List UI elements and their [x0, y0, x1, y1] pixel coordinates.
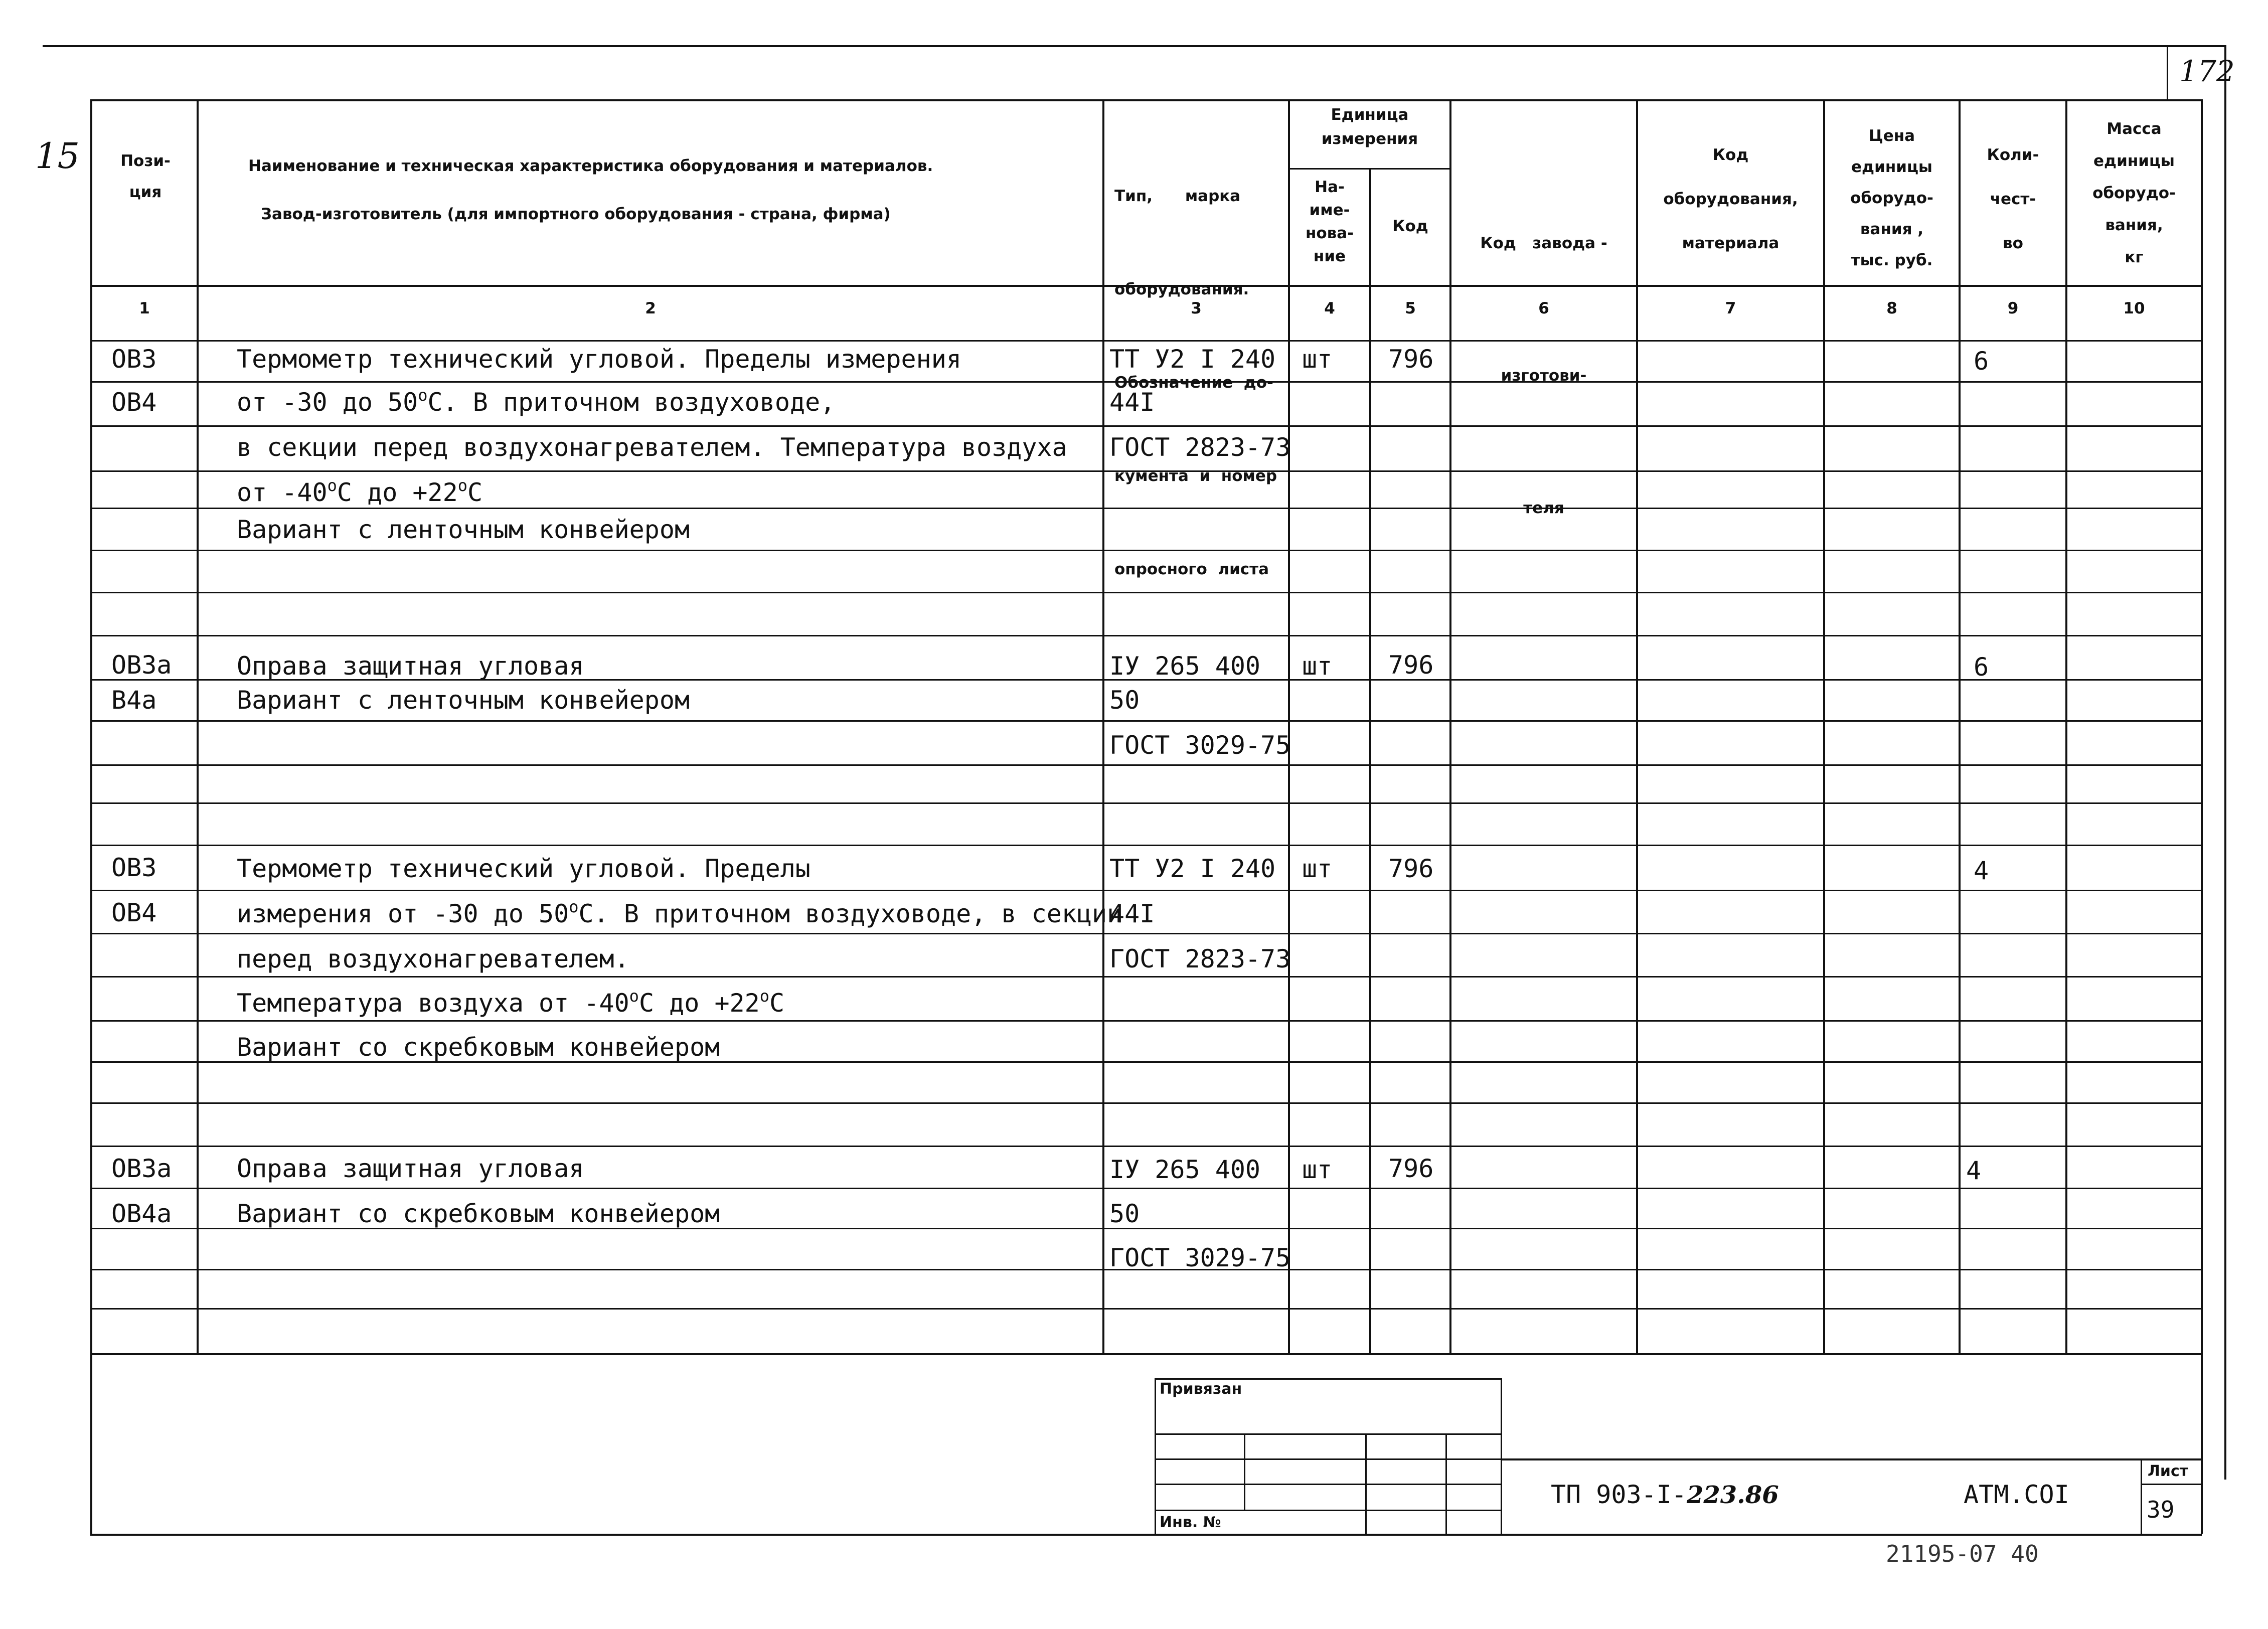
- stamp-top-line: [1155, 1378, 1501, 1380]
- col-number: 9: [2007, 299, 2019, 317]
- cell-name-part: C: [769, 989, 785, 1018]
- header-factory-line: Код завода -: [1480, 234, 1607, 252]
- degree-sign: o: [629, 987, 639, 1006]
- row-separator: [90, 802, 2202, 804]
- cell-type: 50: [1109, 1199, 1140, 1228]
- col-number: 2: [645, 299, 656, 317]
- col-line-3: [1288, 99, 1290, 1353]
- cell-name: перед воздухонагревателем.: [237, 944, 629, 973]
- cell-name: Вариант со скребковым конвейером: [237, 1199, 720, 1228]
- cell-name-part: C: [467, 478, 483, 507]
- cell-code: 796: [1388, 1154, 1434, 1183]
- cell-unit: шт: [1302, 1155, 1333, 1184]
- list-label: Лист: [2148, 1462, 2189, 1480]
- stamp-line: [1155, 1458, 1501, 1460]
- header-price-line: тыс. руб.: [1851, 251, 1933, 269]
- header-quantity: [1961, 133, 2065, 265]
- header-equipment-code: [1638, 133, 1823, 265]
- page-right-edge: [2224, 45, 2226, 1480]
- header-mass-line: Масса: [2107, 120, 2162, 138]
- cell-name: Вариант с ленточным конвейером: [237, 686, 690, 715]
- row-separator: [90, 764, 2202, 766]
- body-bottom-line: [90, 1353, 2202, 1355]
- cell-type: IУ 265 400: [1109, 1155, 1261, 1184]
- cell-type: ТТ У2 I 240: [1109, 345, 1276, 374]
- header-qty-line: Коли-: [1987, 146, 2039, 164]
- table-bottom-border: [90, 1534, 2202, 1536]
- col-line-9: [2065, 99, 2067, 1353]
- cell-quantity: 4: [1966, 1156, 1982, 1185]
- cell-type: ГОСТ 3029-75: [1109, 731, 1291, 760]
- header-type-line: опросного листа: [1114, 560, 1269, 578]
- cell-name: Оправа защитная угловая: [237, 1154, 584, 1183]
- list-box-divider: [2141, 1484, 2201, 1485]
- col-line-4: [1369, 168, 1371, 1353]
- col-line-8: [1959, 99, 1961, 1353]
- cell-type: ГОСТ 3029-75: [1109, 1243, 1291, 1272]
- header-qty-line: чест-: [1990, 190, 2036, 208]
- header-name: [248, 142, 1096, 238]
- degree-sign: o: [327, 476, 337, 495]
- cell-position: OB4: [111, 898, 157, 927]
- row-separator: [90, 976, 2202, 978]
- cell-name: [237, 899, 1122, 929]
- header-price-line: вания ,: [1860, 220, 1924, 238]
- col-line-6: [1636, 99, 1638, 1353]
- header-type-line: кумента и номер: [1114, 467, 1277, 485]
- header-name-line: Наименование и техническая характеристика оборудования и материалов.: [248, 157, 933, 175]
- col-number: 4: [1324, 299, 1335, 317]
- header-equip-line: Код: [1712, 146, 1749, 164]
- cell-position: OB4a: [111, 1199, 172, 1228]
- cell-name: [237, 477, 482, 508]
- header-price-line: Цена: [1868, 127, 1915, 145]
- degree-sign: o: [418, 386, 428, 405]
- header-unit-name-line: ние: [1313, 247, 1346, 265]
- top-rule: [43, 45, 2224, 47]
- header-equip-line: материала: [1682, 234, 1779, 252]
- header-price-line: единицы: [1851, 158, 1932, 176]
- header-name-line: Завод-изготовитель (для импортного оборудования - страна, фирма): [261, 205, 891, 223]
- cell-position: OB3: [111, 853, 157, 882]
- cell-name: в секции перед воздухонагревателем. Температура воздуха: [237, 433, 1067, 462]
- cell-name-part: от -30 до 50: [237, 388, 418, 417]
- margin-mark: 15: [35, 135, 80, 177]
- cell-name: Термометр технический угловой. Пределы: [237, 854, 811, 883]
- header-type-line: Тип, марка: [1114, 187, 1241, 205]
- sheet-number: 172: [2179, 54, 2235, 88]
- stamp-col-line: [1445, 1433, 1447, 1534]
- cell-type: IУ 265 400: [1109, 651, 1261, 681]
- cell-code: 796: [1388, 345, 1434, 374]
- cell-position: OB4: [111, 388, 157, 417]
- cell-name-part: Температура воздуха от -40: [237, 989, 629, 1018]
- cell-name-part: C до +22: [638, 989, 760, 1018]
- archive-number: 21195-07 40: [1886, 1540, 2039, 1567]
- header-mass-line: оборудо-: [2092, 184, 2176, 202]
- cell-name: Вариант с ленточным конвейером: [237, 515, 690, 544]
- header-unit-name: [1290, 176, 1369, 268]
- cell-type: ТТ У2 I 240: [1109, 854, 1276, 883]
- degree-sign: o: [569, 897, 579, 916]
- header-type-line: Обозначение до-: [1114, 374, 1273, 392]
- cell-quantity: 6: [1974, 347, 1989, 376]
- header-factory-code: [1451, 133, 1636, 574]
- unit-group-divider: [1288, 168, 1449, 170]
- cell-name-part: C до +22: [337, 478, 458, 507]
- sheet-number-box-left: [2167, 45, 2168, 99]
- designation: [1551, 1480, 1779, 1510]
- cell-type: ГОСТ 2823-73: [1109, 944, 1291, 973]
- header-position: [100, 145, 191, 208]
- col-number: 3: [1191, 299, 1202, 317]
- cell-name-part: C. В приточном воздуховоде,: [427, 388, 836, 417]
- cell-name-part: C. В приточном воздуховоде, в секции: [578, 899, 1122, 928]
- privyazan-label: Привязан: [1160, 1380, 1242, 1398]
- row-separator: [90, 1188, 2202, 1189]
- cell-name-part: измерения от -30 до 50: [237, 899, 569, 928]
- stamp-line: [1155, 1510, 1501, 1511]
- cell-name: Термометр технический угловой. Пределы измерения: [237, 345, 961, 374]
- header-mass-line: единицы: [2093, 152, 2175, 170]
- row-separator: [90, 1146, 2202, 1147]
- header-mass-line: вания,: [2105, 216, 2163, 234]
- header-factory-line: теля: [1523, 499, 1564, 517]
- row-separator: [90, 635, 2202, 636]
- stamp-line: [1155, 1433, 1501, 1435]
- cell-unit: шт: [1302, 651, 1333, 681]
- cell-unit: шт: [1302, 854, 1333, 883]
- col-number: 6: [1538, 299, 1549, 317]
- col-number: 5: [1405, 299, 1416, 317]
- inv-no-label: Инв. №: [1160, 1514, 1221, 1531]
- header-unit-line: измерения: [1321, 130, 1418, 148]
- col-number: 7: [1725, 299, 1736, 317]
- cell-position: OB3a: [111, 650, 172, 680]
- row-separator: [90, 1020, 2202, 1022]
- designation-suffix: 223.86: [1686, 1481, 1779, 1509]
- col-line-7: [1823, 99, 1825, 1353]
- degree-sign: o: [457, 476, 467, 495]
- list-box-left: [2141, 1458, 2142, 1534]
- header-mass: [2067, 113, 2201, 273]
- stamp-col-line: [1244, 1433, 1245, 1510]
- row-separator: [90, 933, 2202, 934]
- cell-name-part: от -40: [237, 478, 328, 507]
- header-unit-code: Код: [1392, 217, 1428, 235]
- col-number: 10: [2123, 299, 2145, 317]
- cell-type: 50: [1109, 686, 1140, 715]
- stamp-line: [1155, 1484, 1501, 1485]
- header-unit-name-line: име-: [1309, 201, 1350, 219]
- cell-position: OB3: [111, 345, 157, 374]
- header-type-line: оборудования.: [1114, 280, 1249, 298]
- list-number: 39: [2147, 1496, 2175, 1523]
- stamp-col-line: [1365, 1433, 1367, 1534]
- cell-type: 44I: [1109, 388, 1155, 417]
- cell-name: [237, 387, 835, 417]
- cell-name: [237, 988, 784, 1018]
- designation-top-line: [1501, 1458, 2201, 1460]
- header-equip-line: оборудования,: [1663, 190, 1798, 208]
- table-top-border: [90, 99, 2202, 101]
- table-right-border: [2201, 99, 2203, 1534]
- col-line-2: [1102, 99, 1104, 1353]
- cell-position: OB3a: [111, 1154, 172, 1183]
- designation-prefix: ТП 903-I-: [1551, 1480, 1687, 1509]
- header-qty-line: во: [2003, 234, 2023, 252]
- cell-name: Оправа защитная угловая: [237, 651, 584, 681]
- cell-name: Вариант со скребковым конвейером: [237, 1033, 720, 1062]
- header-unit-line: Единица: [1331, 106, 1409, 124]
- header-mass-line: кг: [2125, 248, 2144, 266]
- row-separator: [90, 845, 2202, 846]
- degree-sign: o: [759, 987, 770, 1006]
- row-separator: [90, 890, 2202, 891]
- header-unit-name-line: На-: [1315, 178, 1345, 196]
- cell-type: ГОСТ 2823-73: [1109, 433, 1291, 462]
- header-unit-name-line: нова-: [1305, 224, 1354, 242]
- row-separator: [90, 720, 2202, 722]
- cell-code: 796: [1388, 650, 1434, 680]
- header-position-line: Пози-: [120, 152, 171, 170]
- header-position-line: ция: [129, 183, 162, 201]
- cell-quantity: 6: [1974, 653, 1989, 682]
- col-number: 8: [1886, 299, 1897, 317]
- row-separator: [90, 1308, 2202, 1310]
- document-code: АТМ.COI: [1964, 1480, 2069, 1509]
- cell-position: B4a: [111, 686, 157, 715]
- header-price-line: оборудо-: [1850, 189, 1933, 207]
- row-separator: [90, 1102, 2202, 1104]
- col-number: 1: [139, 299, 150, 317]
- col-line-1: [197, 99, 199, 1353]
- cell-code: 796: [1388, 854, 1434, 883]
- stamp-right-line: [1501, 1378, 1502, 1534]
- header-factory-line: изготови-: [1501, 367, 1587, 385]
- header-unit-group: [1290, 103, 1449, 151]
- cell-unit: шт: [1302, 345, 1333, 374]
- cell-quantity: 4: [1974, 856, 1989, 885]
- header-price: [1825, 120, 1959, 276]
- cell-type: 44I: [1109, 899, 1155, 928]
